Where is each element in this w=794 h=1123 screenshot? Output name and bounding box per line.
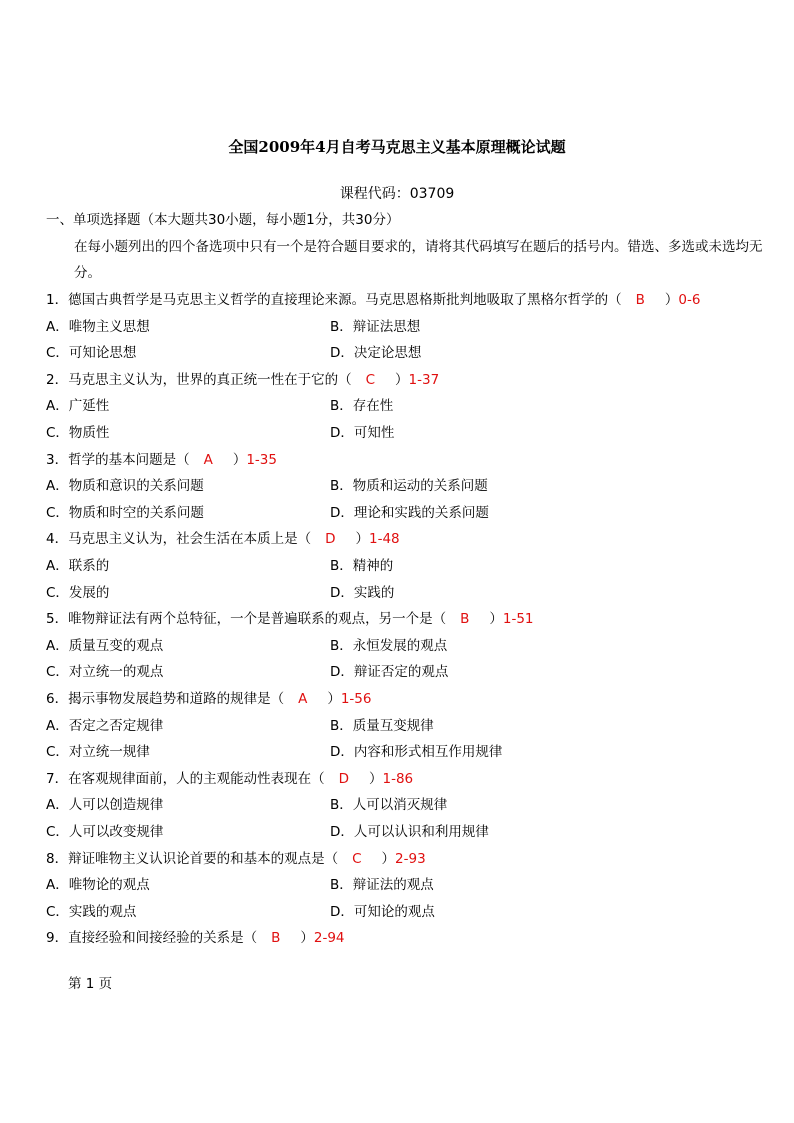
option: C．对立统一的观点 <box>46 664 164 681</box>
option-row <box>46 716 746 736</box>
question-text: 1．德国古典哲学是马克思主义哲学的直接理论来源。马克思恩格斯批判地吸取了黑格尔哲学的（ <box>46 292 622 308</box>
option: A．唯物论的观点 <box>46 877 150 894</box>
close-paren: ） <box>232 451 247 468</box>
close-paren: ） <box>300 930 314 947</box>
textbook-reference: 1-48 <box>369 531 400 548</box>
answer-letter: B <box>635 292 645 308</box>
option: D．可知论的观点 <box>330 903 435 920</box>
option: B．质量互变规律 <box>330 717 434 734</box>
option-row <box>46 503 746 523</box>
option: C．发展的 <box>46 584 110 601</box>
answer-letter: A <box>203 451 213 468</box>
option: A．否定之否定规律 <box>46 717 164 734</box>
option-row <box>46 476 746 496</box>
question-stem <box>46 769 413 789</box>
close-paren: ） <box>664 292 679 308</box>
question-stem <box>46 849 426 869</box>
option: D．决定论思想 <box>330 345 422 362</box>
option: D．理论和实践的关系问题 <box>330 504 489 521</box>
option: B．辩证法的观点 <box>330 877 434 894</box>
option-row <box>46 822 746 842</box>
question-stem <box>46 450 277 470</box>
option: D．辩证否定的观点 <box>330 664 449 681</box>
option-row <box>46 662 746 682</box>
question-text: 5．唯物辩证法有两个总特征，一个是普遍联系的观点，另一个是（ <box>46 611 447 628</box>
answer-letter: C <box>352 850 362 867</box>
option: C．可知论思想 <box>46 345 137 362</box>
option-row <box>46 396 746 416</box>
answer-letter: D <box>325 531 336 548</box>
option: B．物质和运动的关系问题 <box>330 478 488 495</box>
option: C．物质性 <box>46 425 110 441</box>
option-row <box>46 343 746 363</box>
option-row <box>46 556 746 576</box>
option-row <box>46 742 746 762</box>
textbook-reference: 2-94 <box>313 930 345 947</box>
question-stem <box>46 928 345 948</box>
textbook-reference: 0-6 <box>678 292 701 308</box>
question-text: 9．直接经验和间接经验的关系是（ <box>46 930 258 947</box>
question-stem <box>46 689 371 709</box>
answer-letter: C <box>365 371 376 388</box>
textbook-reference: 2-93 <box>395 850 426 867</box>
question-text: 2．马克思主义认为，世界的真正统一性在于它的（ <box>46 371 352 388</box>
textbook-reference: 1-35 <box>246 451 277 468</box>
option: D．实践的 <box>330 584 395 601</box>
page-number: 第 1 页 <box>68 976 113 992</box>
option: A．质量互变的观点 <box>46 637 164 654</box>
question-stem <box>46 529 400 549</box>
question-text: 6．揭示事物发展趋势和道路的规律是（ <box>46 691 285 707</box>
textbook-reference: 1-56 <box>340 691 372 707</box>
answer-letter: B <box>271 930 281 947</box>
option-row <box>46 583 746 603</box>
option-row <box>46 795 746 815</box>
option: A．物质和意识的关系问题 <box>46 478 204 495</box>
question-text: 3．哲学的基本问题是（ <box>46 451 190 468</box>
exam-title: 全国2009年4月自考马克思主义基本原理概论试题 <box>228 138 566 156</box>
option-row <box>46 902 746 922</box>
option: A．联系的 <box>46 558 110 574</box>
option: A．唯物主义思想 <box>46 318 150 335</box>
option: C．物质和时空的关系问题 <box>46 504 204 521</box>
option-row <box>46 423 746 443</box>
option: A．人可以创造规律 <box>46 797 164 814</box>
option-row <box>46 636 746 656</box>
section-heading: 一、单项选择题（本大题共30小题，每小题1分，共30分） <box>46 212 400 228</box>
option-row <box>46 875 746 895</box>
option: B．精神的 <box>330 558 394 574</box>
option: D．内容和形式相互作用规律 <box>330 744 503 761</box>
question-text: 8．辩证唯物主义认识论首要的和基本的观点是（ <box>46 850 339 867</box>
question-stem <box>46 609 534 629</box>
answer-letter: B <box>460 611 470 628</box>
option-row <box>46 317 746 337</box>
question-text: 7．在客观规律面前，人的主观能动性表现在（ <box>46 770 325 787</box>
option: B．人可以消灭规律 <box>330 797 448 814</box>
answer-letter: D <box>338 770 349 787</box>
option: A．广延性 <box>46 398 110 415</box>
option: C．实践的观点 <box>46 903 137 920</box>
close-paren: ） <box>381 850 396 867</box>
close-paren: ） <box>369 770 383 787</box>
textbook-reference: 1-51 <box>502 611 534 628</box>
textbook-reference: 1-86 <box>382 770 414 787</box>
option: B．永恒发展的观点 <box>330 637 448 654</box>
option: C．对立统一规律 <box>46 744 150 761</box>
question-stem <box>46 290 700 310</box>
option: D．可知性 <box>330 425 395 441</box>
close-paren: ） <box>327 691 341 707</box>
section-instruction: 在每小题列出的四个备选项中只有一个是符合题目要求的，请将其代码填写在题后的括号内。错选、多选或未选均无分。 <box>74 239 763 281</box>
option: C．人可以改变规律 <box>46 824 164 840</box>
option: D．人可以认识和利用规律 <box>330 824 489 840</box>
option: B．存在性 <box>330 398 394 415</box>
answer-letter: A <box>298 691 308 707</box>
question-stem <box>46 370 439 390</box>
close-paren: ） <box>489 611 503 628</box>
close-paren: ） <box>355 531 369 548</box>
textbook-reference: 1-37 <box>408 371 440 388</box>
option: B．辩证法思想 <box>330 318 421 335</box>
course-code: 课程代码：03709 <box>339 186 455 202</box>
close-paren: ） <box>395 371 409 388</box>
question-text: 4．马克思主义认为，社会生活在本质上是（ <box>46 531 312 548</box>
